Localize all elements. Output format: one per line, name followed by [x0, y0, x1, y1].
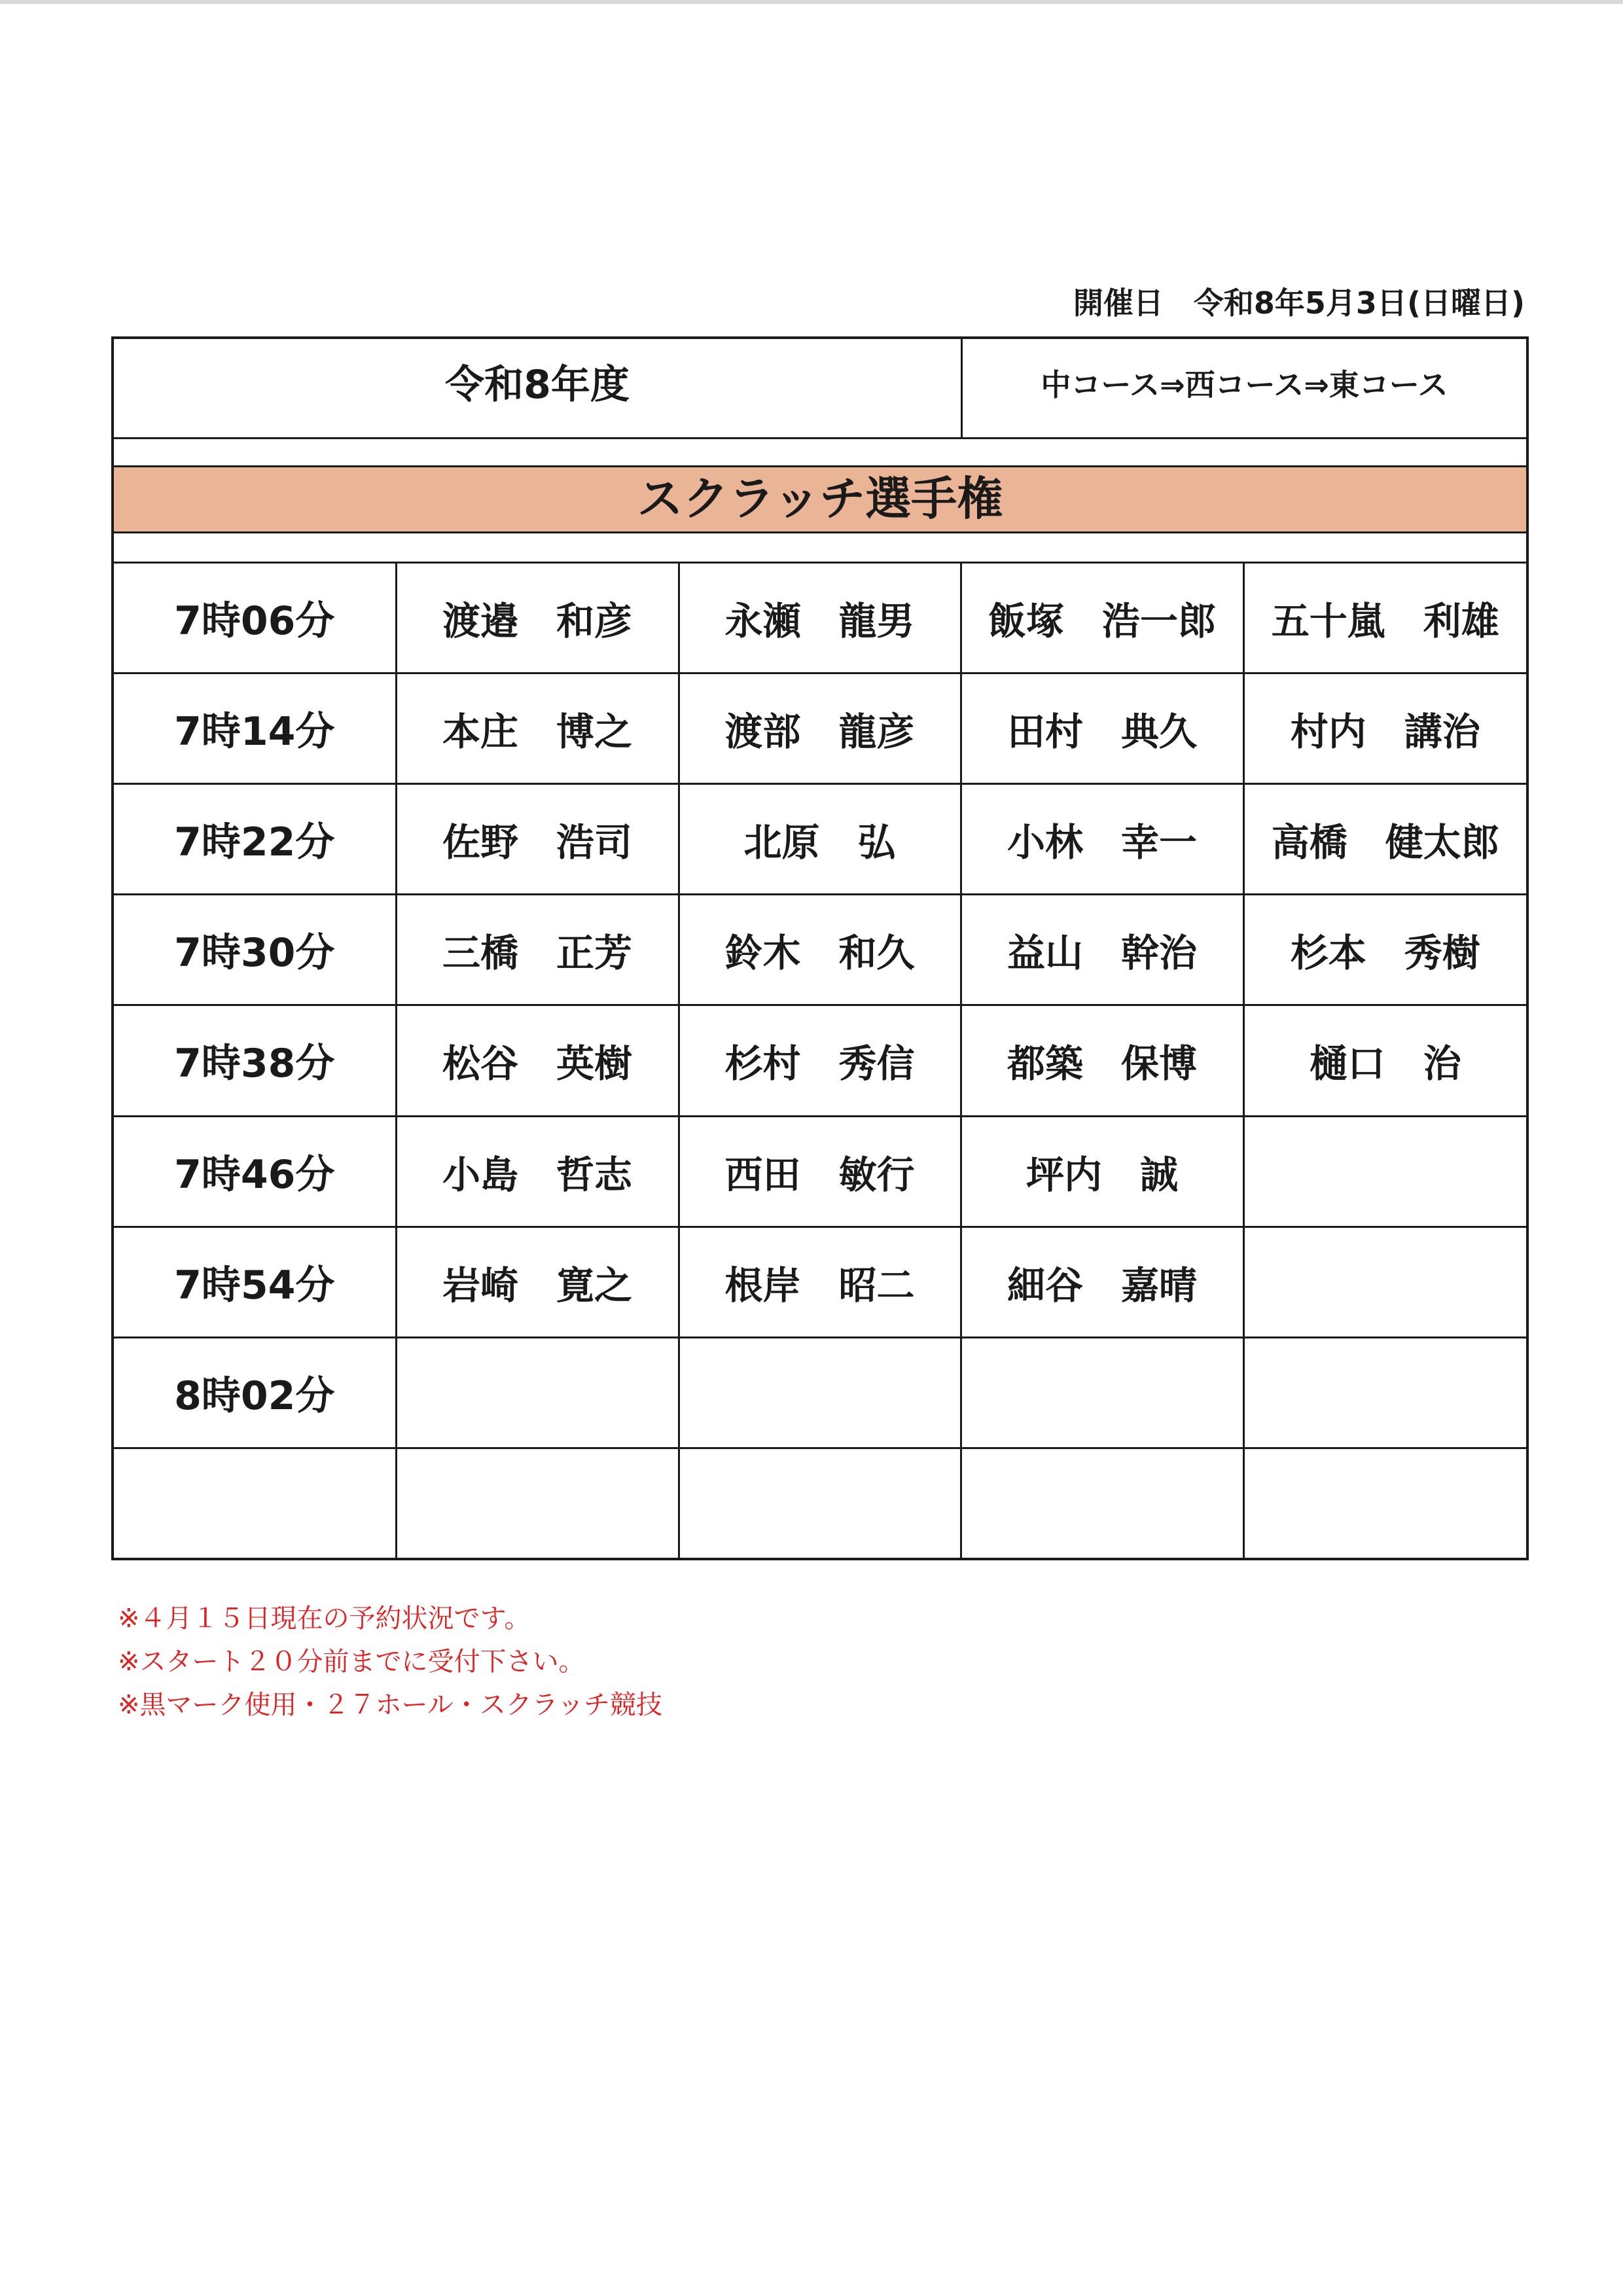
table-row: [114, 1227, 1526, 1337]
event-date: 開催日 令和8年5月3日(日曜日): [1073, 285, 1525, 321]
tee-time: 7時22分: [114, 784, 396, 895]
player-name: [1243, 1116, 1526, 1227]
table-row: [114, 1005, 1526, 1116]
player-name: 松谷 英樹: [396, 1005, 679, 1116]
tee-time: 7時38分: [114, 1005, 396, 1116]
tee-time: 7時14分: [114, 673, 396, 784]
player-name: [1243, 1227, 1526, 1337]
table-row: [114, 673, 1526, 784]
player-name: 三橋 正芳: [396, 895, 679, 1005]
player-name: 鈴木 和久: [679, 895, 961, 1005]
player-name: 五十嵐 利雄: [1243, 564, 1526, 673]
player-name: 北原 弘: [679, 784, 961, 895]
player-name: 田村 典久: [961, 673, 1243, 784]
player-name: [396, 1337, 679, 1448]
player-name: 小林 幸一: [961, 784, 1243, 895]
player-name: 高橋 健太郎: [1243, 784, 1526, 895]
player-name: [961, 1448, 1243, 1558]
player-name: 本庄 博之: [396, 673, 679, 784]
player-name: 益山 幹治: [961, 895, 1243, 1005]
tee-time: [114, 1448, 396, 1558]
course-route: 中コース⇒西コース⇒東コース: [1041, 367, 1448, 403]
tee-time: 7時06分: [114, 564, 396, 673]
tee-time: 8時02分: [114, 1337, 396, 1448]
table-row: [114, 1116, 1526, 1227]
tee-time-table: [114, 564, 1526, 1558]
table-row: [114, 1448, 1526, 1558]
schedule-frame: [111, 336, 1529, 1560]
tee-time: 7時30分: [114, 895, 396, 1005]
fiscal-year-label: 令和8年度: [114, 339, 963, 437]
player-name: [679, 1337, 961, 1448]
player-name: 都築 保博: [961, 1005, 1243, 1116]
tee-time: 7時46分: [114, 1116, 396, 1227]
player-name: 佐野 浩司: [396, 784, 679, 895]
player-name: 杉本 秀樹: [1243, 895, 1526, 1005]
player-name: [961, 1337, 1243, 1448]
player-name: 細谷 嘉晴: [961, 1227, 1243, 1337]
tee-time: 7時54分: [114, 1227, 396, 1337]
player-name: 永瀬 龍男: [679, 564, 961, 673]
scan-top-edge: [0, 0, 1623, 4]
player-name: 西田 敏行: [679, 1116, 961, 1227]
note-reservation-status: ※４月１５日現在の予約状況です。: [118, 1604, 531, 1634]
table-row: [114, 895, 1526, 1005]
player-name: 坪内 誠: [961, 1116, 1243, 1227]
player-name: [1243, 1448, 1526, 1558]
player-name: [679, 1448, 961, 1558]
player-name: [396, 1448, 679, 1558]
player-name: 根岸 昭二: [679, 1227, 961, 1337]
player-name: 村内 講治: [1243, 673, 1526, 784]
player-name: 杉村 秀信: [679, 1005, 961, 1116]
player-name: [1243, 1337, 1526, 1448]
player-name: 樋口 治: [1243, 1005, 1526, 1116]
note-rules: ※黒マーク使用・２７ホール・スクラッチ競技: [118, 1690, 662, 1720]
player-name: 飯塚 浩一郎: [961, 564, 1243, 673]
tournament-title: スクラッチ選手権: [114, 465, 1526, 533]
player-name: 岩崎 寛之: [396, 1227, 679, 1337]
table-row: [114, 1337, 1526, 1448]
table-row: [114, 784, 1526, 895]
player-name: 小島 哲志: [396, 1116, 679, 1227]
header-row: [114, 339, 1526, 439]
table-row: [114, 564, 1526, 673]
note-check-in: ※スタート２０分前までに受付下さい。: [118, 1647, 585, 1677]
player-name: 渡邉 和彦: [396, 564, 679, 673]
player-name: 渡部 龍彦: [679, 673, 961, 784]
notes-list: [118, 1597, 1099, 1727]
